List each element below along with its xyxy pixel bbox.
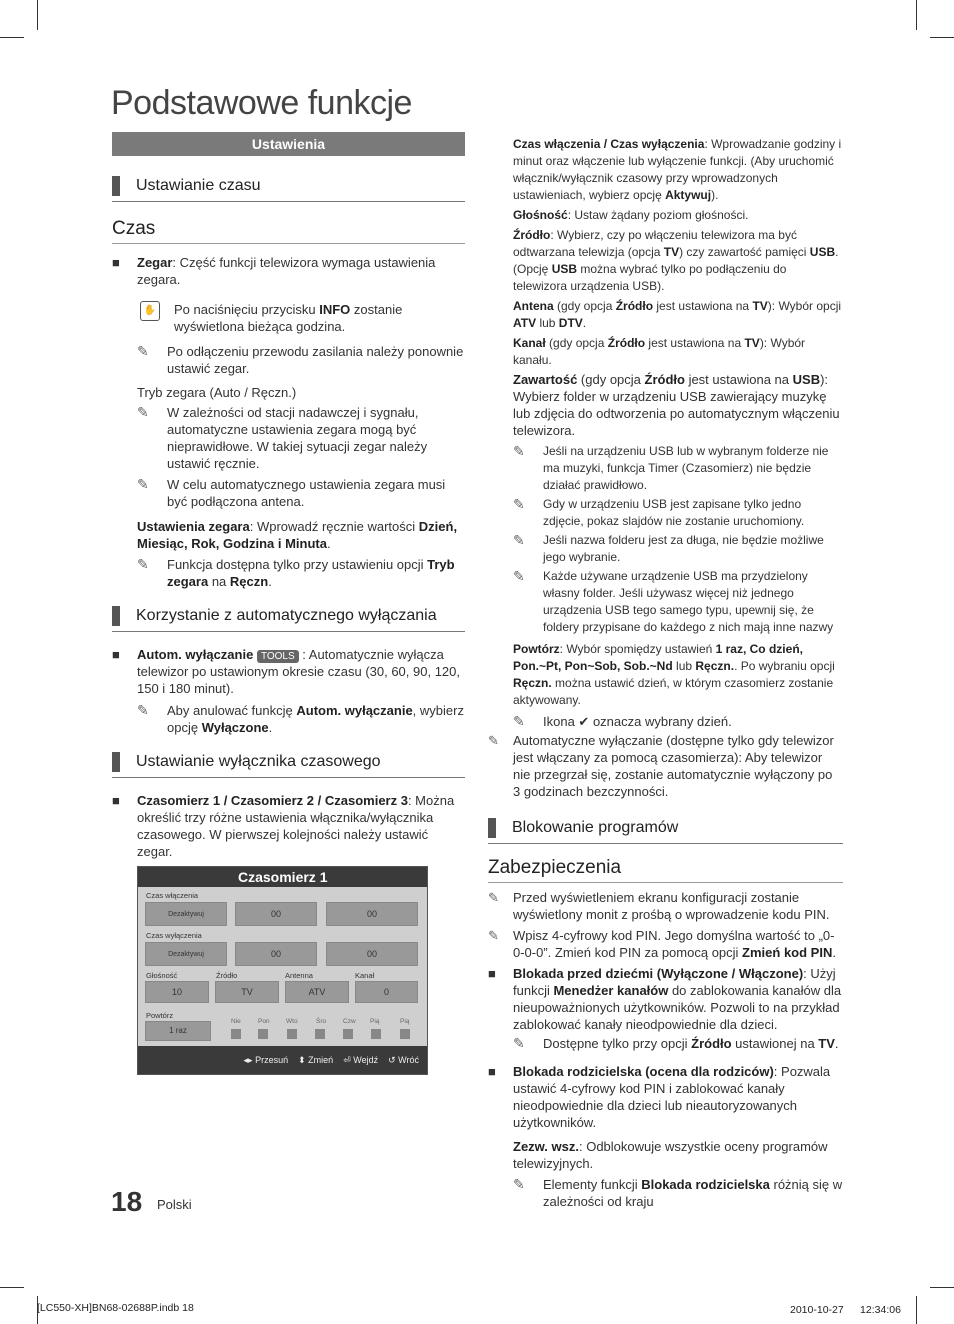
osd-day-label: Śro [316,1018,327,1025]
term: Antena [513,299,554,313]
note-pencil-icon: ✎ [137,556,149,572]
text: : Automatycznie wyłącza telewizor po ustawionym okresie czasu (30, 60, 90, 120, 150 i 180 minut). [137,647,461,696]
note-pencil-icon: ✎ [513,496,525,512]
note-text: W celu automatycznego ustawienia zegara musi być podłączona antena. [167,477,446,509]
note-pencil-icon: ✎ [488,928,499,943]
note-pencil-icon: ✎ [513,1035,525,1051]
osd-day-checkbox [400,1029,410,1039]
heading-czas: Czas [112,218,465,244]
term: DTV [558,316,583,330]
osd-label: Czas wyłączenia [146,931,202,940]
antena [488,298,843,332]
text: : Wprowadź ręcznie wartości [249,519,419,534]
osd-label: Antenna [285,971,313,980]
term: Zmień kod PIN [742,945,833,960]
osd-on-minute: 00 [326,902,418,926]
text: Dostępne tylko przy opcji [543,1036,692,1051]
text: : Można określić trzy różne ustawienia włącznika/wyłącznika czasowego. W pierwszej kolejności należy ustawić zegar. [137,793,455,859]
text: jest ustawiona na [684,372,793,387]
text: (gdy opcja [545,336,608,350]
note [488,889,843,923]
note [488,1176,843,1210]
note [488,732,843,800]
glosnosc [488,207,843,224]
note [112,556,465,590]
osd-day-label: Pon [258,1018,270,1025]
note-text: Po odłączeniu przewodu zasilania należy ponownie ustawić zegar. [167,344,464,376]
tryb-zegara [112,384,465,401]
text: Ikona [543,714,579,729]
text: : Pozwala ustawić 4-cyfrowy kod PIN i zablokować kanały nieodpowiednie dla dzieci lub nieautoryzowanych użytkowników. [513,1064,831,1130]
key: INFO [319,302,351,317]
osd-label: Powtórz [146,1011,174,1020]
text: na [208,574,230,589]
subheading-text: Blokowanie programów [512,819,679,836]
heading-bar [488,818,496,838]
note-pencil-icon: ✎ [513,443,525,459]
osd-on-activation [145,902,227,926]
term: ATV [513,316,537,330]
osd-off-minute: 00 [326,942,418,966]
text: , wybierz opcję [167,703,464,735]
text: lub [536,316,559,330]
text: : Część funkcji telewizora wymaga ustawienia zegara. [137,255,436,287]
text: Auto [213,385,241,400]
section-banner: Ustawienia [112,132,465,156]
text: (gdy opcja [577,372,645,387]
subheading-text: Korzystanie z automatycznego wyłączania [136,607,437,624]
text: : Wprowadzanie godziny i minut oraz włączenie lub wyłączenie funkcji. (Aby uruchomić włącznik/wyłącznik czasowy przy wprowadzonych ustawieniach, wybierz opcję [513,137,842,202]
czas-wlaczenia [488,136,843,204]
square-bullet-icon: ■ [112,793,120,808]
text: . [268,574,272,589]
osd-footer [138,1046,427,1074]
subheading-blokowanie [488,818,843,844]
return-icon: ↺ [388,1054,396,1065]
text: Funkcja dostępna tylko przy ustawieniu opcji [167,557,428,572]
osd-day-checkbox [231,1029,241,1039]
osd-day-checkbox [287,1029,297,1039]
text: : Wybierz, czy po włączeniu telewizora ma być odtwarzana telewizja (opcja [513,228,797,259]
osd-title: Czasomierz 1 [138,867,427,887]
term: USB [551,262,578,276]
note [488,568,843,636]
text: : Użyj funkcji [513,966,836,998]
text: ). [711,188,719,202]
text: lub [672,659,696,673]
text: . (Opcję [513,245,839,276]
note-text: Jeśli na urządzeniu USB lub w wybranym folderze nie ma muzyki, funkcja Timer (Czasomierz) nie będzie działać prawidłowo. [543,444,829,492]
text: można ustawić dzień, w którym czasomierz zostanie aktywowany. [513,676,834,707]
item-blokada [488,965,843,1033]
text: ): Wybierz folder w urządzeniu USB zawierający muzykę lub zdjęcia do odtworzenia po automatycznym włączeniu telewizora. [513,372,840,438]
term: Ręczn. [695,659,735,673]
term: Źródło [691,1036,732,1051]
text: . [832,945,836,960]
term: Ustawienia zegara [137,519,250,534]
note [488,496,843,530]
term: Autom. wyłączanie [137,647,254,662]
term: Dzień, Miesiąc, Rok, Godzina i Minuta [137,519,458,551]
file-info: [LC550-XH]BN68-02688P.indb 18 [37,1302,194,1314]
osd-move [244,1055,289,1066]
note-text: Automatyczne wyłączanie (dostępne tylko gdy telewizor jest włączany za pomocą czasomierza): Aby telewizor nie przegrzał się, zostanie automatycznie wyłączony po 3 godzinach bezczynności. [513,733,834,799]
term: 1 raz, Co dzień, Pon.~Pt, Pon~Sob, Sob.~Nd [513,642,803,673]
zawartosc [488,371,843,439]
heading-zabezpieczenia: Zabezpieczenia [488,857,843,883]
term: Źródło [644,372,685,387]
osd-off-activation [145,942,227,966]
osd-label: Głośność [146,971,178,980]
text: : Wybór spomiędzy ustawień [559,642,716,656]
note [112,476,465,510]
term: Zawartość [513,372,578,387]
text: : Ustaw żądany poziom głośności. [567,208,749,222]
osd-day-checkbox [343,1029,353,1039]
text: Elementy funkcji [543,1177,642,1192]
note-pencil-icon: ✎ [513,568,525,584]
term: Źródło [615,299,654,313]
timer-osd-screen [137,866,428,1075]
osd-on-hour: 00 [235,902,317,926]
note [112,404,465,472]
note [488,443,843,494]
osd-footer-label: Wejdź [353,1054,379,1065]
crop-mark [37,0,38,30]
osd-channel: 0 [355,981,418,1003]
text: ustawionej na [731,1036,819,1051]
note-text: Każde używane urządzenie USB ma przydzielony własny folder. Jeśli używasz więcej niż jednego urządzenia USB tego samego typu, upewnij się, że foldery przypisane do każdego z nich mają inne nazwy [543,569,834,634]
item-zegar [112,254,465,288]
text: można wybrać tylko po podłączeniu do telewizora urządzenia USB). [513,262,787,293]
left-right-arrows-icon: ◂▸ [243,1054,253,1065]
osd-source: TV [215,981,279,1003]
term: Głośność [513,208,568,222]
page-title: Podstawowe funkcje [111,84,412,122]
right-column [488,136,843,1210]
text: Wpisz 4-cyfrowy kod PIN. Jego domyślna wartość to „0-0-0-0”. Zmień kod PIN za pomocą opcji [513,928,835,960]
note-pencil-icon: ✎ [513,532,525,548]
osd-label: Źródło [216,971,238,980]
term: Zezw. wsz. [513,1139,579,1154]
term: Ręczn [229,574,269,589]
text: . [326,536,331,551]
osd-back [388,1055,419,1066]
note [112,343,465,377]
text: ): Wybór opcji [767,299,842,313]
crop-mark [930,1287,954,1288]
item-autom [112,646,465,697]
osd-day-checkbox [371,1029,381,1039]
text: / [240,385,252,400]
term: Kanał [513,336,546,350]
osd-label: Czas włączenia [146,891,199,900]
term: Tryb zegara [167,557,455,589]
item-czasomierz [112,792,465,860]
osd-day-label: Pią [400,1018,410,1025]
term: Blokada rodzicielska (ocena dla rodziców) [513,1064,774,1079]
checkmark-icon: ✔ [578,714,590,729]
text: Tryb zegara ( [137,385,214,400]
term: Wyłączone [201,720,269,735]
text: . Po wybraniu opcji [734,659,835,673]
note [488,1035,843,1052]
osd-day-label: Nie [231,1018,241,1025]
note [488,532,843,566]
note-pencil-icon: ✎ [137,702,149,718]
term: TV [663,245,680,259]
text: do zablokowania kanałów dla nieupoważnionych użytkowników. Pozwoli to na przykład zablokować kanały nieodpowiednie dla dzieci. [513,983,842,1032]
note-pencil-icon: ✎ [513,1176,525,1192]
term: Czas włączenia / Czas wyłączenia [513,137,705,151]
osd-footer-label: Zmień [308,1054,334,1065]
term: Ręczn. [513,676,552,690]
term: Czasomierz 1 / Czasomierz 2 / Czasomierz 3 [137,793,408,808]
subheading-ustawianie-czasu [112,176,465,202]
note-pencil-icon: ✎ [137,476,149,492]
text: zostanie wyświetlona bieżąca godzina. [174,302,403,334]
osd-enter [343,1055,378,1066]
up-down-arrows-icon: ⬍ [298,1054,306,1065]
osd-day-label: Wto [286,1018,298,1025]
note [488,713,843,730]
subheading-text: Ustawianie wyłącznika czasowego [136,753,381,770]
osd-value: Dezaktywuj [168,911,204,918]
osd-day-label: Pią [370,1018,380,1025]
osd-off-hour: 00 [235,942,317,966]
heading-bar [112,752,120,772]
term: TV [744,336,760,350]
text: ) czy zawartość pamięci [679,245,810,259]
term: Źródło [607,336,646,350]
term: Blokada rodzicielska [641,1177,770,1192]
note-pencil-icon: ✎ [513,713,525,729]
crop-mark [916,0,917,30]
text: różnią się w zależności od kraju [543,1177,843,1209]
osd-change [298,1055,333,1066]
osd-day-label: Czw [343,1018,356,1025]
term: TV [818,1036,835,1051]
osd-value: Dezaktywuj [168,951,204,958]
text: Po naciśnięciu przycisku [174,302,320,317]
osd-footer-label: Wróć [398,1054,419,1065]
tools-button-icon: TOOLS [257,650,299,663]
note-text: Gdy w urządzeniu USB jest zapisane tylko jedno zdjęcie, pokaz slajdów nie zostanie uruchomiony. [543,497,805,528]
text: Ręczn. [251,385,292,400]
term: Źródło [513,228,551,242]
crop-mark [930,37,954,38]
text: . [268,720,273,735]
term: Powtórz [513,642,560,656]
note-pencil-icon: ✎ [488,890,499,905]
powtorz [488,641,843,709]
term: Aktywuj [665,188,712,202]
note-pencil-icon: ✎ [137,404,149,420]
term: Menedżer kanałów [553,983,669,998]
osd-repeat: 1 raz [145,1021,211,1041]
kanal [488,335,843,369]
note [112,702,465,736]
note-text: W zależności od stacji nadawczej i sygnału, automatyczne ustawienia zegara mogą być nieprawidłowe. W takiej sytuacji zegar należy ustawić ręcznie. [167,405,428,471]
heading-bar [112,606,120,626]
item-blokada-rodzicielska [488,1063,843,1131]
text: ): Wybór kanału. [513,336,806,367]
language-label: Polski [157,1197,192,1212]
term: Autom. wyłączanie [296,703,413,718]
osd-footer-label: Przesuń [255,1054,289,1065]
term: Zegar [137,255,173,270]
text: oznacza wybrany dzień. [589,714,732,729]
text: . [582,316,587,330]
text: jest ustawiona na [653,299,753,313]
text: . [834,1036,839,1051]
crop-mark [0,37,24,38]
term: TV [752,299,768,313]
osd-label: Kanał [355,971,375,980]
note-pencil-icon: ✎ [488,733,499,748]
osd-day-checkbox [315,1029,325,1039]
remote-button-icon: ✋ [140,301,160,321]
osd-volume: 10 [145,981,209,1003]
text: (gdy opcja [553,299,616,313]
subheading-timer [112,752,465,778]
square-bullet-icon: ■ [112,647,120,662]
page-number: 18 [111,1186,143,1217]
subheading-text: Ustawianie czasu [136,177,261,194]
square-bullet-icon: ■ [488,966,496,981]
square-bullet-icon: ■ [488,1064,496,1079]
note-text: Przed wyświetleniem ekranu konfiguracji zostanie wyświetlony monit z prośbą o wprowadzenie kodu PIN. [513,890,830,922]
text: jest ustawiona na [645,336,745,350]
text: ) [291,385,297,400]
note-text: Jeśli nazwa folderu jest za długa, nie będzie możliwe jego wybranie. [543,533,824,564]
ustawienia-zegara [112,518,465,552]
zezw-wsz [488,1138,843,1172]
text: Aby anulować funkcję [167,703,297,718]
left-column [112,132,465,1075]
term: USB [792,372,821,387]
subheading-auto-off [112,606,465,632]
osd-antenna: ATV [285,981,349,1003]
crop-mark [916,1296,917,1324]
info-note [112,301,465,335]
print-date: 2010-10-27 12:34:06 [790,1304,901,1316]
enter-icon: ⏎ [343,1054,351,1065]
crop-mark [0,1287,24,1288]
zrodlo [488,227,843,295]
note-pencil-icon: ✎ [137,343,149,359]
text: : Odblokowuje wszystkie oceny programów telewizyjnych. [513,1139,828,1171]
term: USB [809,245,836,259]
osd-day-checkbox [258,1029,268,1039]
heading-bar [112,176,120,196]
note [488,927,843,961]
term: Blokada przed dziećmi (Wyłączone / Włączone) [513,966,804,981]
square-bullet-icon: ■ [112,255,120,270]
